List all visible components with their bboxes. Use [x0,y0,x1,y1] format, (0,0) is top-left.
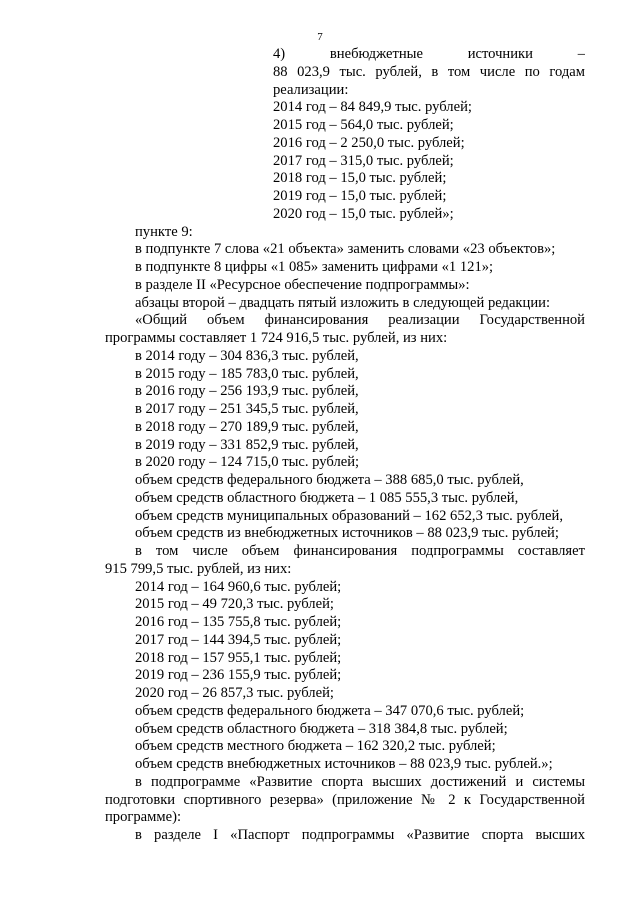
text-line: 2016 год – 2 250,0 тыс. рублей; [273,134,465,151]
page-number: 7 [317,31,323,43]
text-line: в 2016 году – 256 193,9 тыс. рублей, [135,383,359,400]
text-line: программы составляет 1 724 916,5 тыс. рублей, из них: [105,330,448,346]
text-line: подготовки спортивного резерва» (приложение № 2 к Государственной [105,791,585,808]
text-line: «Общий объем финансирования реализации Государственной [135,312,585,329]
text-line: в подпункте 8 цифры «1 085» заменить цифрами «1 121»; [135,259,494,275]
text-line: в 2019 году – 331 852,9 тыс. рублей, [135,436,359,453]
text-line: в подпункте 7 слова «21 объекта» заменить словами «23 объектов»; [135,241,556,258]
text-line: 915 799,5 тыс. рублей, из них: [105,560,292,577]
text-line: объем средств областного бюджета – 1 085 555,3 тыс. рублей, [135,489,519,506]
text-line: 2015 год – 564,0 тыс. рублей; [273,117,454,133]
text-line: 2018 год – 157 955,1 тыс. рублей; [135,649,342,666]
text-line: в 2014 году – 304 836,3 тыс. рублей, [135,347,359,364]
text-line: 2020 год – 26 857,3 тыс. рублей; [135,685,334,701]
text-line: объем средств федерального бюджета – 347 070,6 тыс. рублей; [135,702,525,719]
text-line: в 2020 году – 124 715,0 тыс. рублей; [135,454,360,471]
text-line: объем средств из внебюджетных источников – 88 023,9 тыс. рублей; [135,525,559,542]
text-line: объем средств федерального бюджета – 388 685,0 тыс. рублей, [135,472,524,488]
text-line: объем средств местного бюджета – 162 320,2 тыс. рублей; [135,738,496,755]
text-line: 2019 год – 236 155,9 тыс. рублей; [135,667,342,684]
text-line: в 2015 году – 185 783,0 тыс. рублей, [135,365,359,382]
text-line: программе): [105,809,182,826]
text-line: 2018 год – 15,0 тыс. рублей; [273,170,447,187]
text-line: в том числе объем финансирования подпрограммы составляет [135,543,585,559]
text-line: в разделе II «Ресурсное обеспечение подпрограммы»: [135,276,470,293]
text-line: 2017 год – 315,0 тыс. рублей; [273,152,454,169]
text-line: 2014 год – 164 960,6 тыс. рублей; [135,578,342,595]
text-line: объем средств областного бюджета – 318 384,8 тыс. рублей; [135,720,508,737]
text-line: в 2018 году – 270 189,9 тыс. рублей, [135,418,359,435]
text-line: 4) внебюджетные источники – [273,46,585,62]
text-line: в подпрограмме «Развитие спорта высших достижений и системы [135,773,585,790]
text-line: 2017 год – 144 394,5 тыс. рублей; [135,631,342,648]
text-line: в 2017 году – 251 345,5 тыс. рублей, [135,401,359,417]
document-body [105,46,585,845]
text-line: 2019 год – 15,0 тыс. рублей; [273,188,447,204]
text-line: реализации: [273,81,349,98]
text-line: 88 023,9 тыс. рублей, в том числе по годам [273,63,585,80]
text-line: абзацы второй – двадцать пятый изложить в следующей редакции: [135,294,551,311]
text-line: 2016 год – 135 755,8 тыс. рублей; [135,614,342,630]
text-line: 2020 год – 15,0 тыс. рублей»; [273,205,454,222]
text-line: объем средств внебюджетных источников – 88 023,9 тыс. рублей.»; [135,756,553,772]
text-line: пункте 9: [135,223,193,240]
text-line: в разделе I «Паспорт подпрограммы «Развитие спорта высших [135,827,585,843]
text-line: 2014 год – 84 849,9 тыс. рублей; [273,99,472,116]
text-line: объем средств муниципальных образований – 162 652,3 тыс. рублей, [135,507,563,524]
text-line: 2015 год – 49 720,3 тыс. рублей; [135,596,334,613]
